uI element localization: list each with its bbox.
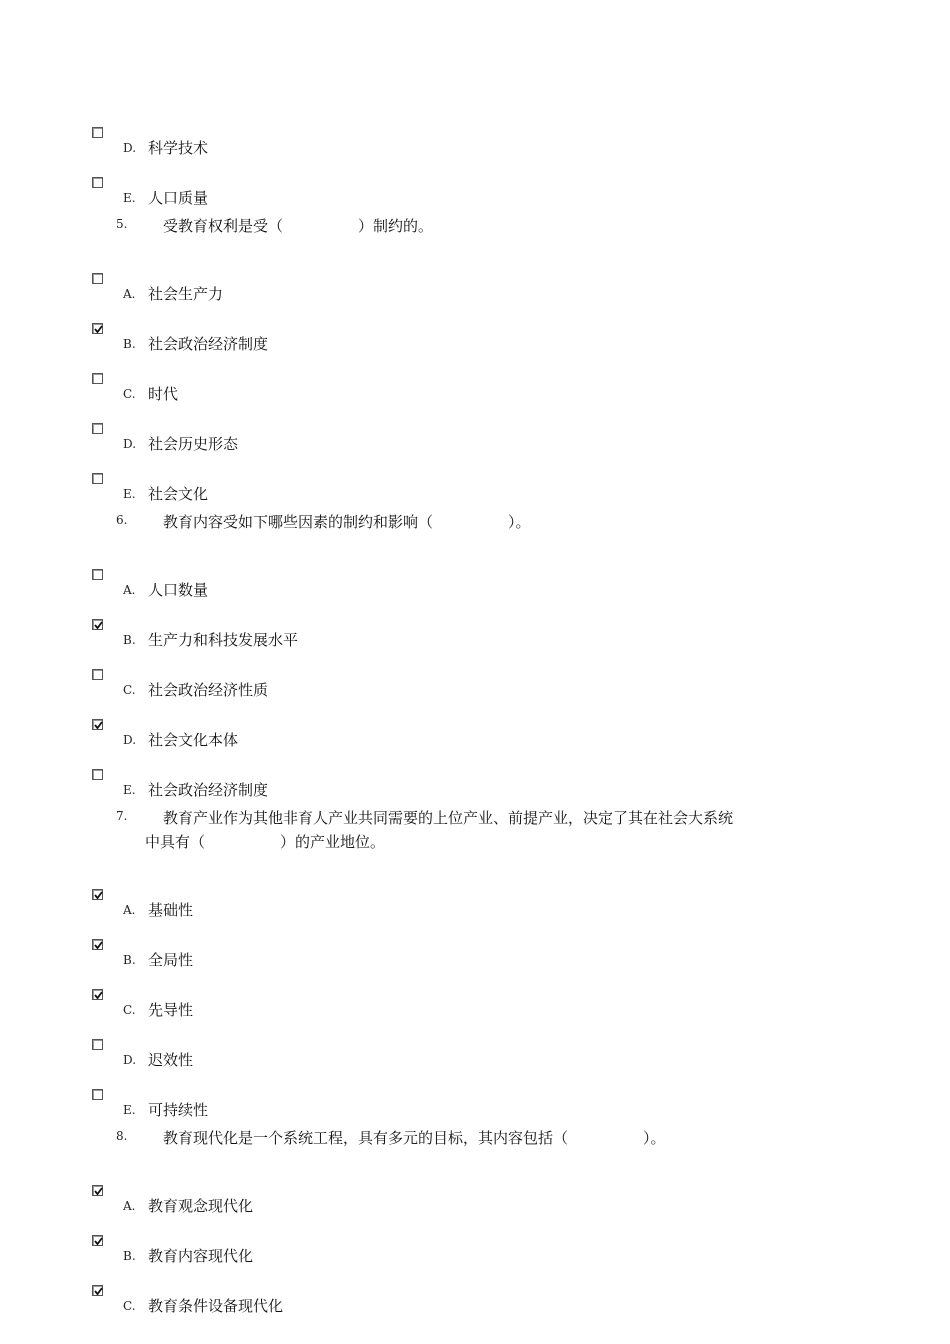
option-letter: E. [123,191,136,205]
question-text: 教育内容受如下哪些因素的制约和影响（ ）。 [163,513,531,531]
option-text: 社会文化本体 [148,731,239,749]
option-text: 社会历史形态 [148,435,239,453]
option-text: 先导性 [148,1001,194,1019]
option-text: 人口质量 [148,189,209,207]
option-text: 社会政治经济性质 [148,681,269,699]
checkmark-icon [93,1286,104,1297]
checkmark-icon [93,1186,104,1197]
option-text: 人口数量 [148,581,209,599]
checkbox-checked[interactable] [92,939,103,950]
question-number: 6. [116,513,128,527]
option-text: 迟效性 [148,1051,194,1069]
option-letter: A. [123,903,136,917]
option-text: 教育条件设备现代化 [148,1297,284,1315]
question-text: 教育现代化是一个系统工程，具有多元的目标，其内容包括（ ）。 [163,1129,666,1147]
checkbox-unchecked[interactable] [92,1089,103,1100]
option-letter: D. [123,437,137,451]
option-letter: D. [123,733,137,747]
checkmark-icon [93,890,104,901]
question-text: 受教育权利是受（ ）制约的。 [163,217,434,235]
checkbox-unchecked[interactable] [92,273,103,284]
checkbox-checked[interactable] [92,1285,103,1296]
option-letter: B. [123,1249,136,1263]
question-number: 7. [116,809,128,823]
option-letter: E. [123,487,136,501]
checkmark-icon [93,620,104,631]
option-letter: E. [123,1103,136,1117]
checkbox-unchecked[interactable] [92,1039,103,1050]
option-text: 全局性 [148,951,194,969]
checkbox-checked[interactable] [92,1185,103,1196]
option-letter: A. [123,1199,136,1213]
option-text: 教育内容现代化 [148,1247,254,1265]
question-text: 中具有（ ）的产业地位。 [145,833,386,851]
checkbox-checked[interactable] [92,719,103,730]
question-number: 8. [116,1129,128,1143]
option-letter: E. [123,783,136,797]
checkmark-icon [93,990,104,1001]
option-text: 基础性 [148,901,194,919]
option-text: 社会文化 [148,485,209,503]
option-letter: C. [123,1003,136,1017]
checkbox-checked[interactable] [92,323,103,334]
question-text: 教育产业作为其他非育人产业共同需要的上位产业、前提产业，决定了其在社会大系统 [163,809,734,827]
question-number: 5. [116,217,128,231]
checkbox-unchecked[interactable] [92,769,103,780]
checkbox-unchecked[interactable] [92,423,103,434]
checkmark-icon [93,720,104,731]
option-letter: C. [123,683,136,697]
option-text: 时代 [148,385,179,403]
option-letter: B. [123,953,136,967]
option-letter: B. [123,337,136,351]
checkbox-checked[interactable] [92,619,103,630]
option-text: 生产力和科技发展水平 [148,631,299,649]
option-letter: C. [123,387,136,401]
checkbox-unchecked[interactable] [92,473,103,484]
option-letter: B. [123,633,136,647]
checkmark-icon [93,1236,104,1247]
option-text: 社会政治经济制度 [148,335,269,353]
option-letter: A. [123,287,136,301]
option-letter: C. [123,1299,136,1313]
option-letter: D. [123,1053,137,1067]
option-text: 可持续性 [148,1101,209,1119]
checkbox-unchecked[interactable] [92,127,103,138]
checkbox-checked[interactable] [92,1235,103,1246]
checkbox-unchecked[interactable] [92,669,103,680]
option-letter: A. [123,583,136,597]
option-text: 社会生产力 [148,285,224,303]
option-text: 教育观念现代化 [148,1197,254,1215]
option-letter: D. [123,141,137,155]
checkbox-unchecked[interactable] [92,177,103,188]
option-text: 科学技术 [148,139,209,157]
checkbox-checked[interactable] [92,989,103,1000]
checkmark-icon [93,324,104,335]
checkbox-checked[interactable] [92,889,103,900]
checkbox-unchecked[interactable] [92,569,103,580]
checkbox-unchecked[interactable] [92,373,103,384]
checkmark-icon [93,940,104,951]
option-text: 社会政治经济制度 [148,781,269,799]
